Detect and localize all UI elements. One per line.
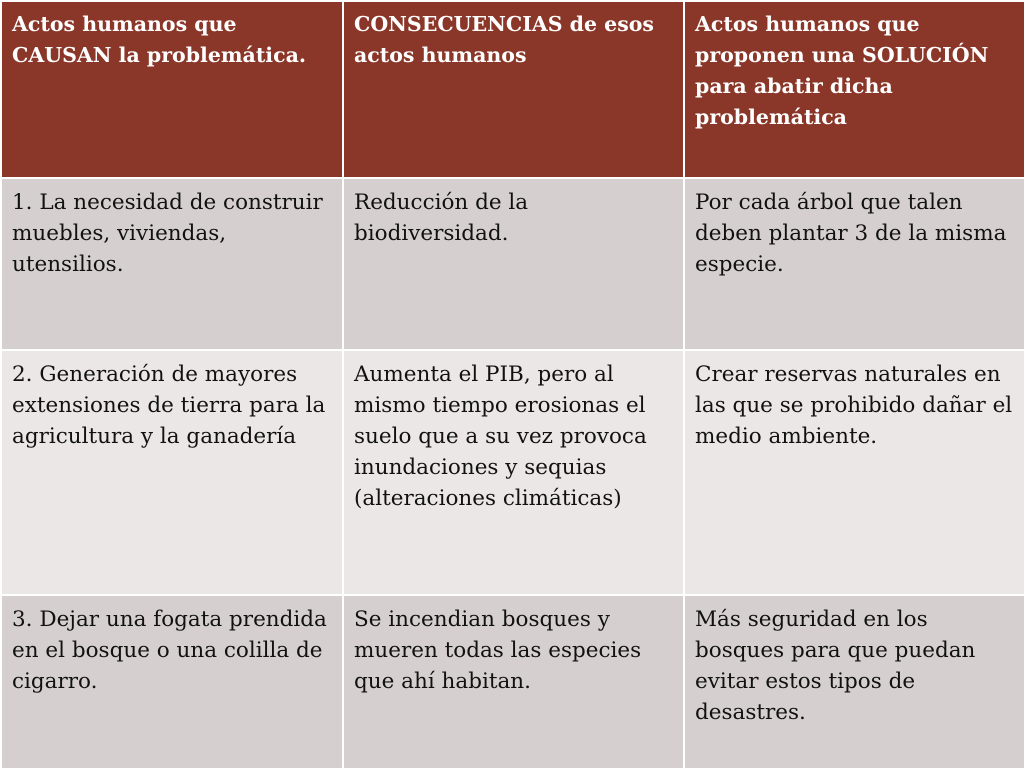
table-row	[1, 350, 1024, 595]
consequence-cell: Se incendian bosques y mueren todas las especies que ahí habitan.	[343, 595, 684, 768]
table-header-row	[1, 1, 1024, 178]
header-causes: Actos humanos que CAUSAN la problemática.	[1, 1, 343, 178]
solution-cell: Más seguridad en los bosques para que puedan evitar estos tipos de desastres.	[684, 595, 1024, 768]
table-row	[1, 595, 1024, 768]
cause-cell: 2. Generación de mayores extensiones de tierra para la agricultura y la ganadería	[1, 350, 343, 595]
solution-cell: Crear reservas naturales en las que se prohibido dañar el medio ambiente.	[684, 350, 1024, 595]
consequence-cell: Aumenta el PIB, pero al mismo tiempo erosionas el suelo que a su vez provoca inundaciones y sequias (alteraciones climáticas)	[343, 350, 684, 595]
header-solutions: Actos humanos que proponen una SOLUCIÓN para abatir dicha problemática	[684, 1, 1024, 178]
table-row	[1, 178, 1024, 350]
header-consequences: CONSECUENCIAS de esos actos humanos	[343, 1, 684, 178]
solution-cell: Por cada árbol que talen deben plantar 3 de la misma especie.	[684, 178, 1024, 350]
consequence-cell: Reducción de la biodiversidad.	[343, 178, 684, 350]
cause-cell: 3. Dejar una fogata prendida en el bosque o una colilla de cigarro.	[1, 595, 343, 768]
cause-cell: 1. La necesidad de construir muebles, viviendas, utensilios.	[1, 178, 343, 350]
